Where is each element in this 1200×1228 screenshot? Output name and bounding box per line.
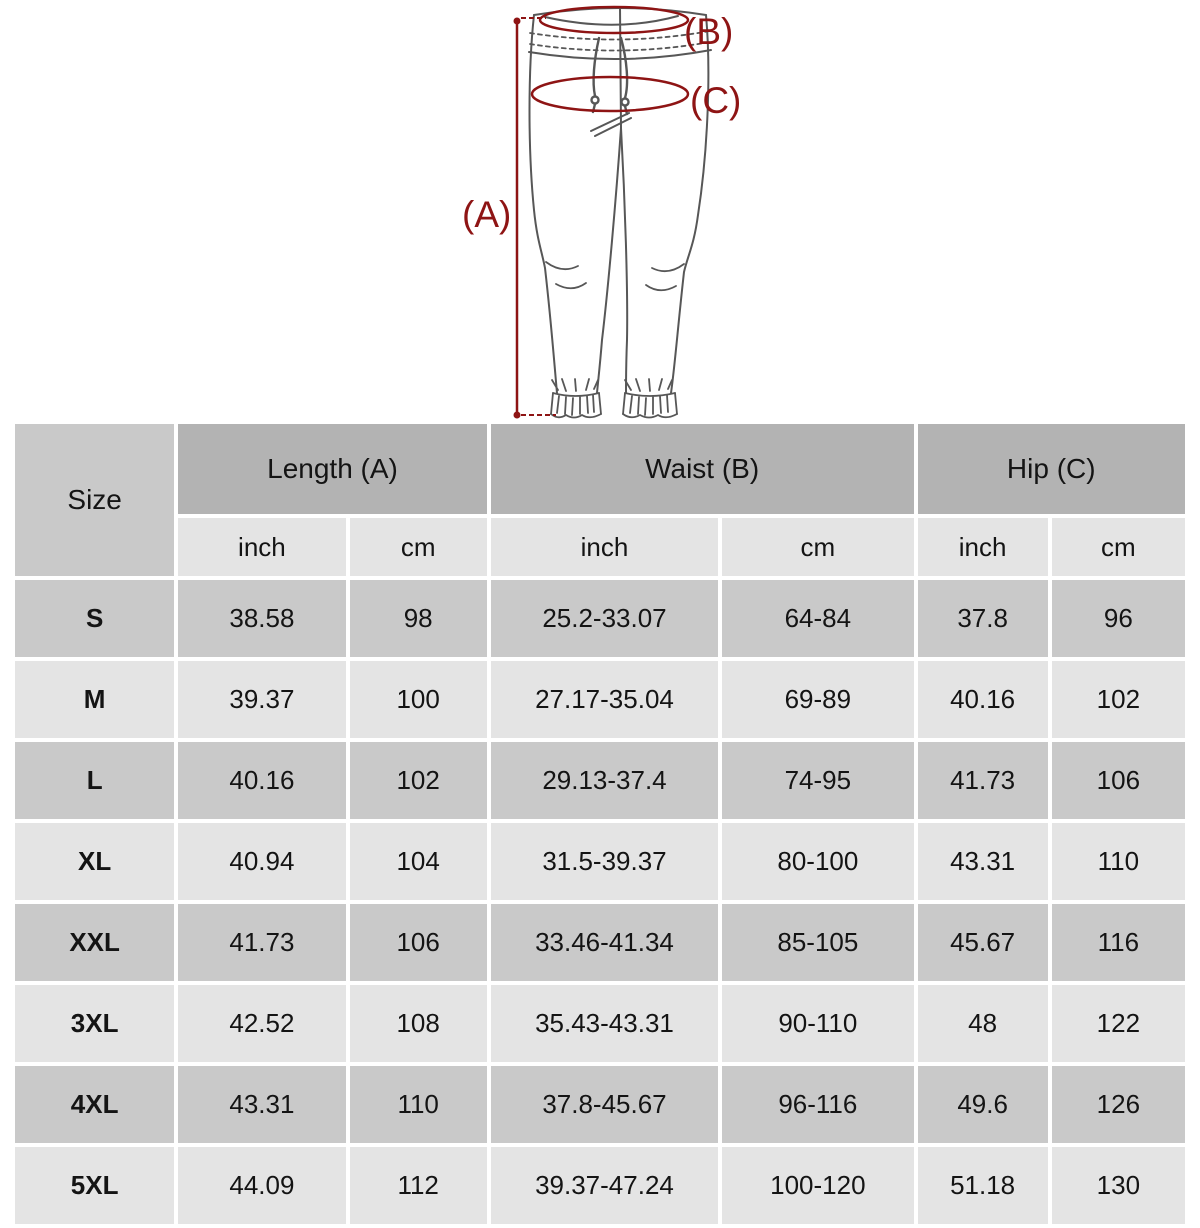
measurement-cell: 64-84 <box>722 580 913 657</box>
measurement-cell: 98 <box>350 580 487 657</box>
measurement-cell: 33.46-41.34 <box>491 904 718 981</box>
unit-header: inch <box>918 518 1048 576</box>
size-label-cell: 4XL <box>15 1066 174 1143</box>
label-c: (C) <box>690 80 742 121</box>
measurement-cell: 104 <box>350 823 487 900</box>
measurement-cell: 39.37-47.24 <box>491 1147 718 1224</box>
measurement-cell: 25.2-33.07 <box>491 580 718 657</box>
size-label-cell: 5XL <box>15 1147 174 1224</box>
measurement-cell: 41.73 <box>178 904 345 981</box>
measurement-cell: 45.67 <box>918 904 1048 981</box>
pants-measurement-diagram <box>0 0 1200 420</box>
unit-header: cm <box>1052 518 1185 576</box>
measurement-cell: 110 <box>1052 823 1185 900</box>
measurement-cell: 130 <box>1052 1147 1185 1224</box>
size-label-cell: XL <box>15 823 174 900</box>
measurement-cell: 80-100 <box>722 823 913 900</box>
measurement-cell: 110 <box>350 1066 487 1143</box>
measurement-cell: 35.43-43.31 <box>491 985 718 1062</box>
measurement-cell: 44.09 <box>178 1147 345 1224</box>
measurement-cell: 102 <box>350 742 487 819</box>
size-label-cell: S <box>15 580 174 657</box>
size-label-cell: M <box>15 661 174 738</box>
table-row <box>15 742 1185 819</box>
size-label-cell: 3XL <box>15 985 174 1062</box>
measurement-cell: 112 <box>350 1147 487 1224</box>
measurement-cell: 40.94 <box>178 823 345 900</box>
table-row <box>15 904 1185 981</box>
hip-group-header: Hip (C) <box>918 424 1185 514</box>
size-table <box>11 420 1189 1228</box>
size-column-header: Size <box>15 424 174 576</box>
measurement-cell: 96 <box>1052 580 1185 657</box>
measurement-cell: 85-105 <box>722 904 913 981</box>
measurement-cell: 106 <box>1052 742 1185 819</box>
measurement-cell: 106 <box>350 904 487 981</box>
label-a: (A) <box>462 194 512 235</box>
measurement-cell: 126 <box>1052 1066 1185 1143</box>
measurement-cell: 116 <box>1052 904 1185 981</box>
unit-header: cm <box>350 518 487 576</box>
pants-outline-drawing <box>529 7 711 418</box>
measurement-cell: 102 <box>1052 661 1185 738</box>
table-row <box>15 985 1185 1062</box>
measurement-cell: 43.31 <box>178 1066 345 1143</box>
left-cuff <box>551 379 601 418</box>
measurement-cell: 31.5-39.37 <box>491 823 718 900</box>
measurement-cell: 100 <box>350 661 487 738</box>
size-label-cell: L <box>15 742 174 819</box>
measurement-cell: 40.16 <box>918 661 1048 738</box>
measurement-cell: 42.52 <box>178 985 345 1062</box>
measurement-cell: 100-120 <box>722 1147 913 1224</box>
measurement-cell: 122 <box>1052 985 1185 1062</box>
size-table-header <box>15 424 1185 576</box>
unit-header: cm <box>722 518 913 576</box>
hip-measure-ellipse-c <box>532 77 688 111</box>
measurement-cell: 40.16 <box>178 742 345 819</box>
label-b: (B) <box>684 11 734 52</box>
measurement-cell: 49.6 <box>918 1066 1048 1143</box>
measurement-cell: 39.37 <box>178 661 345 738</box>
measurement-cell: 90-110 <box>722 985 913 1062</box>
right-cuff <box>623 379 677 418</box>
pants-diagram-svg <box>0 0 1200 420</box>
measurement-cell: 41.73 <box>918 742 1048 819</box>
measurement-cell: 43.31 <box>918 823 1048 900</box>
measurement-cell: 51.18 <box>918 1147 1048 1224</box>
measurement-cell: 69-89 <box>722 661 913 738</box>
measurement-cell: 48 <box>918 985 1048 1062</box>
size-label-cell: XXL <box>15 904 174 981</box>
table-row <box>15 1147 1185 1224</box>
measurement-cell: 74-95 <box>722 742 913 819</box>
measurement-cell: 29.13-37.4 <box>491 742 718 819</box>
measurement-cell: 27.17-35.04 <box>491 661 718 738</box>
measurement-cell: 37.8-45.67 <box>491 1066 718 1143</box>
waist-group-header: Waist (B) <box>491 424 914 514</box>
size-table-body <box>15 580 1185 1224</box>
measurement-cell: 96-116 <box>722 1066 913 1143</box>
measurement-cell: 37.8 <box>918 580 1048 657</box>
table-row <box>15 1066 1185 1143</box>
unit-header: inch <box>178 518 345 576</box>
measurement-cell: 38.58 <box>178 580 345 657</box>
unit-header: inch <box>491 518 718 576</box>
measurement-cell: 108 <box>350 985 487 1062</box>
table-row <box>15 823 1185 900</box>
table-row <box>15 580 1185 657</box>
length-group-header: Length (A) <box>178 424 487 514</box>
table-row <box>15 661 1185 738</box>
